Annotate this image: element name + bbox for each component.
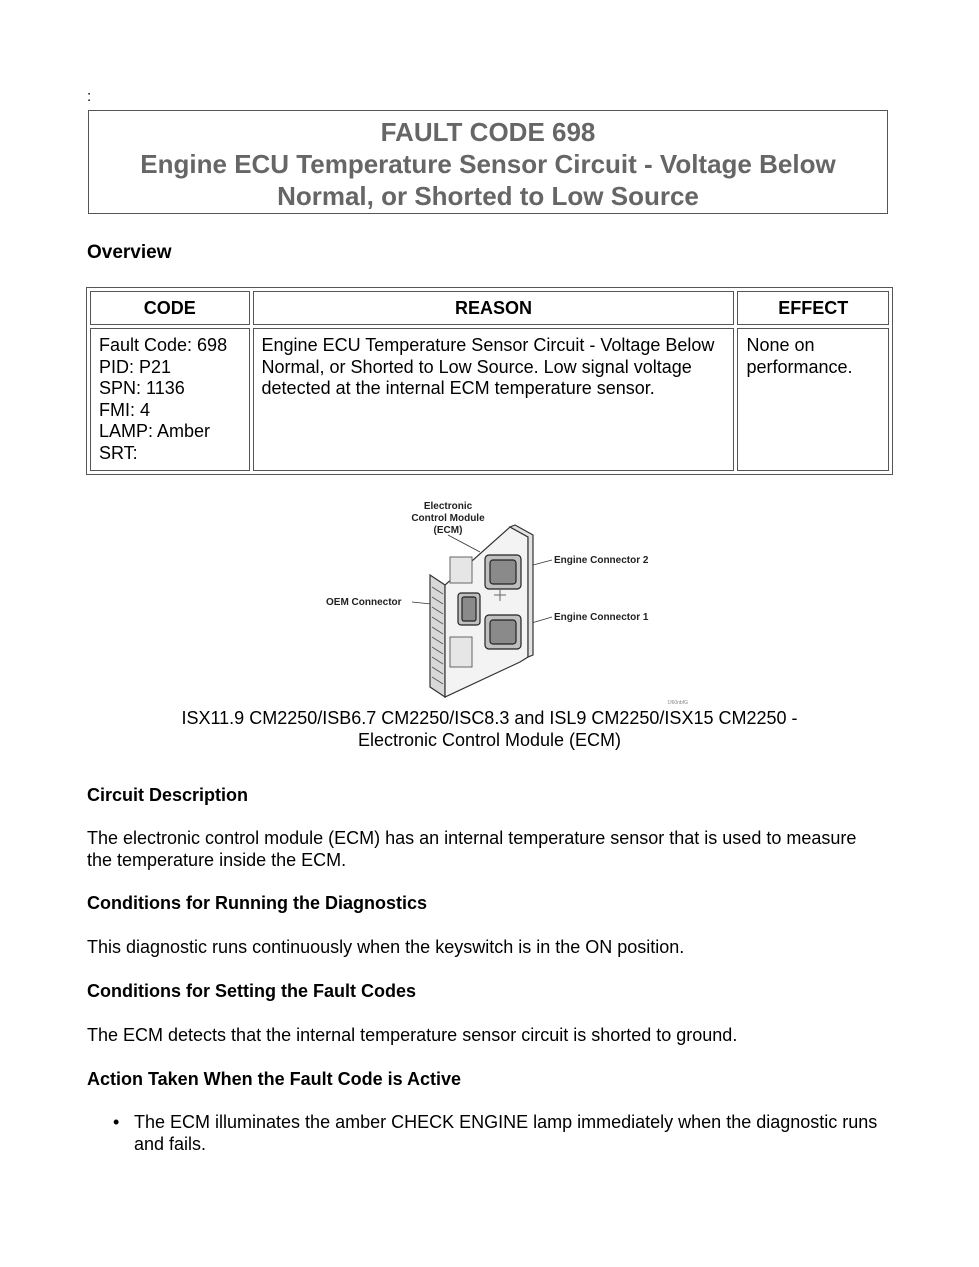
circuit-description-body: The electronic control module (ECM) has an internal temperature sensor that is used to measure the temperature inside the ECM. <box>87 828 857 870</box>
fault-code-subtitle-line2: Normal, or Shorted to Low Source <box>277 181 699 211</box>
label-engine-connector-2: Engine Connector 2 <box>554 555 649 566</box>
bullet-icon: • <box>113 1112 120 1132</box>
reason-cell: Engine ECU Temperature Sensor Circuit - Voltage Below Normal, or Shorted to Low Source. Low signal voltage detected at the internal ECM temperature sensor. <box>253 328 735 471</box>
action-taken-list <box>113 1112 893 1155</box>
caption-line1: ISX11.9 CM2250/ISB6.7 CM2250/ISC8.3 and ISL9 CM2250/ISX15 CM2250 - <box>181 708 798 728</box>
code-srt: SRT: <box>99 442 138 463</box>
table-header-row <box>90 291 889 325</box>
code-fault-code: Fault Code: 698 <box>99 335 228 355</box>
table-row <box>90 328 889 471</box>
header-code: CODE <box>90 291 250 325</box>
action-taken-heading: Action Taken When the Fault Code is Active <box>87 1069 462 1089</box>
overview-table <box>86 287 893 475</box>
code-cell <box>90 328 250 471</box>
label-ecm-3: (ECM) <box>433 525 463 536</box>
code-fmi: FMI: 4 <box>99 399 151 420</box>
conditions-running-body: This diagnostic runs continuously when the keyswitch is in the ON position. <box>87 937 685 957</box>
figure-id: 1f60nbfG <box>667 700 688 706</box>
header-mark: : <box>87 88 92 105</box>
conditions-setting-body: The ECM detects that the internal temperature sensor circuit is shorted to ground. <box>87 1025 738 1045</box>
list-item-text: The ECM illuminates the amber CHECK ENGINE lamp immediately when the diagnostic runs and fails. <box>134 1112 878 1154</box>
figure-caption <box>100 707 879 751</box>
conditions-running-heading: Conditions for Running the Diagnostics <box>87 893 427 913</box>
label-engine-connector-1: Engine Connector 1 <box>554 612 649 623</box>
header-reason: REASON <box>253 291 735 325</box>
label-oem-connector: OEM Connector <box>326 597 402 608</box>
conditions-setting-heading: Conditions for Setting the Fault Codes <box>87 981 416 1001</box>
list-item <box>113 1112 893 1155</box>
label-ecm-2: Control Module <box>411 513 485 524</box>
effect-cell: None on performance. <box>737 328 889 471</box>
label-ecm-1: Electronic <box>423 501 473 512</box>
ecm-figure <box>320 497 700 707</box>
header-effect: EFFECT <box>737 291 889 325</box>
fault-code-subtitle-line1: Engine ECU Temperature Sensor Circuit - Voltage Below <box>140 149 836 179</box>
code-pid: PID: P21 <box>99 356 172 377</box>
code-lamp: LAMP: Amber <box>99 421 211 441</box>
fault-code-title-box <box>88 110 888 214</box>
caption-line2: Electronic Control Module (ECM) <box>357 730 622 750</box>
circuit-description-heading: Circuit Description <box>87 785 249 805</box>
ecm-illustration <box>320 497 700 707</box>
overview-heading: Overview <box>87 242 172 263</box>
code-spn: SPN: 1136 <box>99 378 185 398</box>
fault-code-title: FAULT CODE 698 <box>380 117 596 147</box>
